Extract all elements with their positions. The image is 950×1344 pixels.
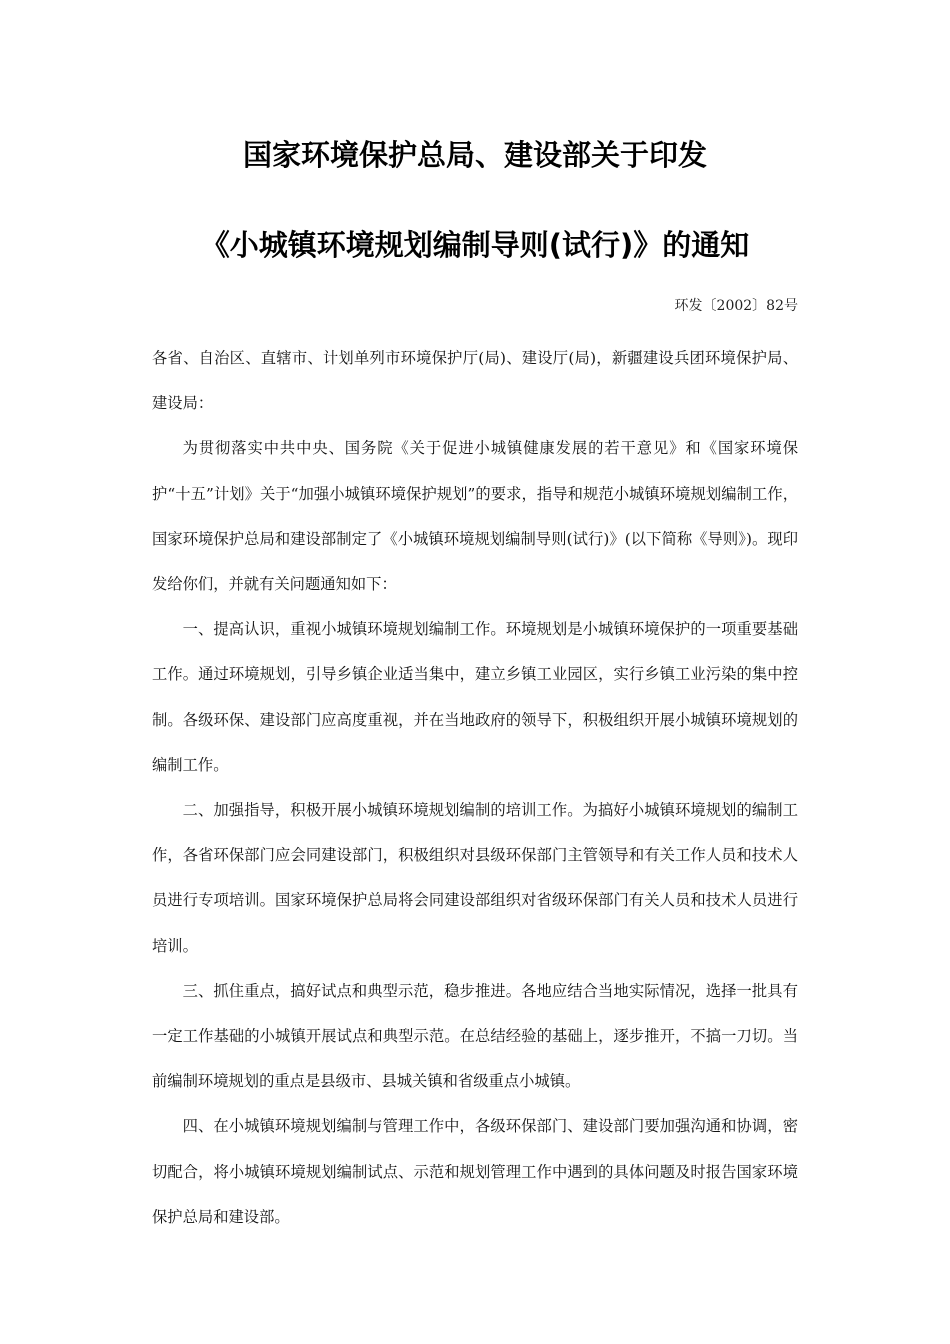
salutation: 各省、自治区、直辖市、计划单列市环境保护厅(局)、建设厅(局)，新疆建设兵团环境保护局、建设局： [152, 349, 798, 413]
document-title-line-1: 国家环境保护总局、建设部关于印发 [242, 138, 707, 172]
paragraph-item-2: 二、加强指导，积极开展小城镇环境规划编制的培训工作。为搞好小城镇环境规划的编制工作，各省环保部门应会同建设部门，积极组织对县级环保部门主管领导和有关工作人员和技术人员进行专项培训。国家环境保护总局将会同建设部组织对省级环保部门有关人员和技术人员进行培训。 [152, 801, 798, 955]
paragraph-item-3: 三、抓住重点，搞好试点和典型示范，稳步推进。各地应结合当地实际情况，选择一批具有一定工作基础的小城镇开展试点和典型示范。在总结经验的基础上，逐步推开，不搞一刀切。当前编制环境规划的重点是县级市、县城关镇和省级重点小城镇。 [152, 981, 798, 1091]
document-title-line-2: 《小城镇环境规划编制导则(试行)》的通知 [200, 228, 750, 262]
document-body [152, 336, 798, 1240]
document-number: 环发〔2002〕82号 [674, 298, 798, 314]
paragraph-intro: 为贯彻落实中共中央、国务院《关于促进小城镇健康发展的若干意见》和《国家环境保护“十五”计划》关于“加强小城镇环境保护规划”的要求，指导和规范小城镇环境规划编制工作，国家环境保护总局和建设部制定了《小城镇环境规划编制导则(试行)》(以下简称《导则》)。现印发给你们，并就有关问题通知如下： [152, 439, 798, 594]
paragraph-item-1: 一、提高认识，重视小城镇环境规划编制工作。环境规划是小城镇环境保护的一项重要基础工作。通过环境规划，引导乡镇企业适当集中，建立乡镇工业园区，实行乡镇工业污染的集中控制。各级环保、建设部门应高度重视，并在当地政府的领导下，积极组织开展小城镇环境规划的编制工作。 [152, 620, 798, 774]
paragraph-item-4: 四、在小城镇环境规划编制与管理工作中，各级环保部门、建设部门要加强沟通和协调，密切配合，将小城镇环境规划编制试点、示范和规划管理工作中遇到的具体问题及时报告国家环境保护总局和建设部。 [152, 1117, 798, 1226]
